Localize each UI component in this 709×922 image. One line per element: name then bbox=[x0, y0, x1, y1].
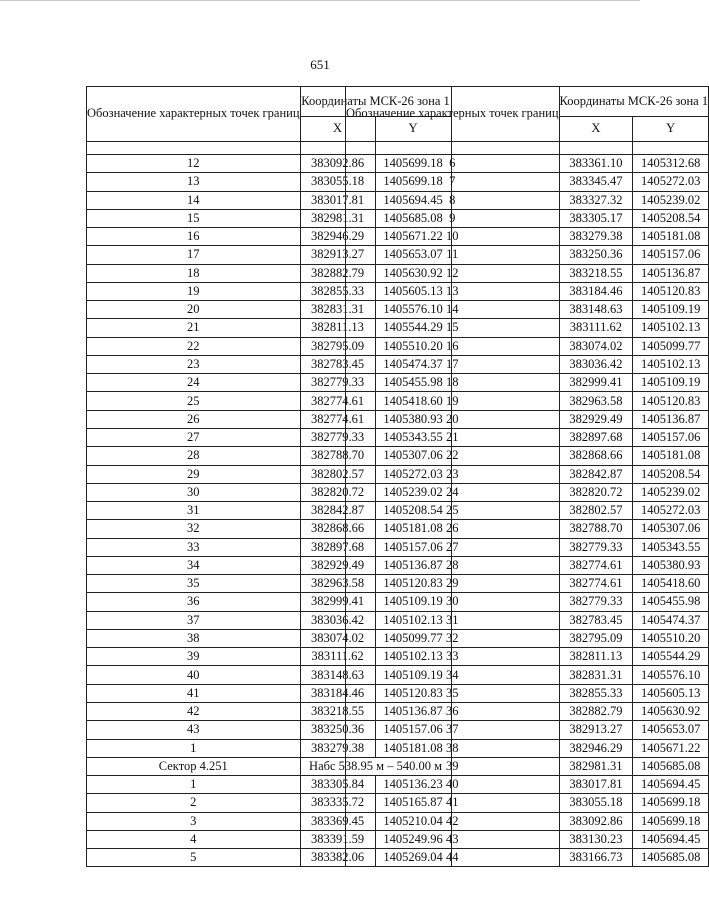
y-coordinate-cell: 1405544.29 bbox=[633, 648, 709, 666]
y-coordinate-cell: 1405653.07 bbox=[633, 721, 709, 739]
y-coordinate-cell: 1405181.08 bbox=[375, 520, 451, 538]
y-coordinate-cell: 1405099.77 bbox=[633, 337, 709, 355]
point-number-cell: 27 bbox=[346, 538, 560, 556]
y-coordinate-cell: 1405630.92 bbox=[633, 702, 709, 720]
x-coordinate-cell: 382802.57 bbox=[300, 465, 375, 483]
point-number-cell: 8 bbox=[346, 191, 560, 209]
point-number-cell: 20 bbox=[87, 301, 301, 319]
header-y: Y bbox=[633, 117, 709, 142]
table-row bbox=[346, 337, 709, 355]
y-coordinate-cell: 1405605.13 bbox=[375, 282, 451, 300]
point-number-cell: 24 bbox=[346, 483, 560, 501]
table-row bbox=[346, 428, 709, 446]
x-coordinate-cell: 383111.62 bbox=[559, 319, 633, 337]
header-x: X bbox=[300, 117, 375, 142]
x-coordinate-cell: 383148.63 bbox=[559, 301, 633, 319]
point-number-cell: 26 bbox=[346, 520, 560, 538]
x-coordinate-cell: 383250.36 bbox=[559, 246, 633, 264]
point-number-cell: 41 bbox=[87, 684, 301, 702]
point-number-cell: 12 bbox=[346, 264, 560, 282]
x-coordinate-cell: 383111.62 bbox=[300, 648, 375, 666]
y-coordinate-cell: 1405102.13 bbox=[633, 319, 709, 337]
table-row bbox=[346, 629, 709, 647]
point-number-cell: 34 bbox=[346, 666, 560, 684]
x-coordinate-cell: 383036.42 bbox=[559, 355, 633, 373]
x-coordinate-cell: 382831.31 bbox=[559, 666, 633, 684]
point-number-cell: 39 bbox=[87, 648, 301, 666]
table-row bbox=[346, 684, 709, 702]
x-coordinate-cell: 383391.59 bbox=[300, 830, 375, 848]
point-number-cell: 21 bbox=[346, 428, 560, 446]
y-coordinate-cell: 1405239.02 bbox=[633, 191, 709, 209]
table-row bbox=[346, 483, 709, 501]
table-row bbox=[346, 155, 709, 173]
table-row bbox=[346, 228, 709, 246]
point-number-cell: 17 bbox=[346, 355, 560, 373]
y-coordinate-cell: 1405269.04 bbox=[375, 849, 451, 867]
x-coordinate-cell: 382779.33 bbox=[559, 593, 633, 611]
y-coordinate-cell: 1405694.45 bbox=[633, 776, 709, 794]
table-row bbox=[346, 502, 709, 520]
scan-top-edge bbox=[0, 0, 640, 1]
y-coordinate-cell: 1405181.08 bbox=[375, 739, 451, 757]
point-number-cell: 38 bbox=[87, 629, 301, 647]
point-number-cell: 33 bbox=[346, 648, 560, 666]
point-number-cell: 43 bbox=[346, 830, 560, 848]
point-number-cell: 28 bbox=[346, 556, 560, 574]
x-coordinate-cell: 383074.02 bbox=[300, 629, 375, 647]
x-coordinate-cell: 383092.86 bbox=[300, 155, 375, 173]
table-row bbox=[346, 593, 709, 611]
x-coordinate-cell: 382868.66 bbox=[300, 520, 375, 538]
y-coordinate-cell: 1405544.29 bbox=[375, 319, 451, 337]
point-number-cell: 3 bbox=[87, 812, 301, 830]
point-number-cell: 41 bbox=[346, 794, 560, 812]
x-coordinate-cell: 382842.87 bbox=[300, 502, 375, 520]
table-row bbox=[346, 611, 709, 629]
y-coordinate-cell: 1405699.18 bbox=[633, 812, 709, 830]
table-row bbox=[346, 319, 709, 337]
x-coordinate-cell: 382855.33 bbox=[300, 282, 375, 300]
header-coordinate-system: Координаты МСК-26 зона 1 bbox=[559, 87, 709, 117]
point-number-cell: 1 bbox=[87, 776, 301, 794]
x-coordinate-cell: 382963.58 bbox=[559, 392, 633, 410]
table-row bbox=[346, 702, 709, 720]
x-coordinate-cell: 383279.38 bbox=[300, 739, 375, 757]
y-coordinate-cell: 1405272.03 bbox=[375, 465, 451, 483]
x-coordinate-cell: 383184.46 bbox=[300, 684, 375, 702]
x-coordinate-cell: 383335.72 bbox=[300, 794, 375, 812]
y-coordinate-cell: 1405418.60 bbox=[633, 575, 709, 593]
header-coordinate-system: Координаты МСК-26 зона 1 bbox=[300, 87, 451, 117]
y-coordinate-cell: 1405136.23 bbox=[375, 776, 451, 794]
point-number-cell: 9 bbox=[346, 209, 560, 227]
y-coordinate-cell: 1405120.83 bbox=[375, 575, 451, 593]
x-coordinate-cell: 382882.79 bbox=[559, 702, 633, 720]
table-row bbox=[346, 447, 709, 465]
point-number-cell: 33 bbox=[87, 538, 301, 556]
table-row bbox=[346, 355, 709, 373]
x-coordinate-cell: 382913.27 bbox=[559, 721, 633, 739]
y-coordinate-cell: 1405380.93 bbox=[375, 410, 451, 428]
point-number-cell: 31 bbox=[87, 502, 301, 520]
table-row bbox=[346, 246, 709, 264]
x-coordinate-cell: 382855.33 bbox=[559, 684, 633, 702]
y-coordinate-cell: 1405699.18 bbox=[633, 794, 709, 812]
x-coordinate-cell: 382802.57 bbox=[559, 502, 633, 520]
point-number-cell: 14 bbox=[346, 301, 560, 319]
point-number-cell: 31 bbox=[346, 611, 560, 629]
table-row bbox=[346, 301, 709, 319]
point-number-cell: 29 bbox=[87, 465, 301, 483]
table-row bbox=[346, 374, 709, 392]
point-number-cell: 6 bbox=[346, 155, 560, 173]
y-coordinate-cell: 1405120.83 bbox=[633, 282, 709, 300]
x-coordinate-cell: 383092.86 bbox=[559, 812, 633, 830]
point-number-cell: 32 bbox=[87, 520, 301, 538]
y-coordinate-cell: 1405157.06 bbox=[633, 246, 709, 264]
table-row bbox=[346, 282, 709, 300]
table-row bbox=[346, 849, 709, 867]
y-coordinate-cell: 1405109.19 bbox=[633, 374, 709, 392]
y-coordinate-cell: 1405272.03 bbox=[633, 502, 709, 520]
x-coordinate-cell: 383055.18 bbox=[300, 173, 375, 191]
y-coordinate-cell: 1405685.08 bbox=[633, 757, 709, 775]
y-coordinate-cell: 1405510.20 bbox=[633, 629, 709, 647]
x-coordinate-cell: 382811.13 bbox=[559, 648, 633, 666]
table-row bbox=[346, 410, 709, 428]
point-number-cell: 35 bbox=[346, 684, 560, 702]
x-coordinate-cell: 382831.31 bbox=[300, 301, 375, 319]
y-coordinate-cell: 1405239.02 bbox=[633, 483, 709, 501]
y-coordinate-cell: 1405272.03 bbox=[633, 173, 709, 191]
y-coordinate-cell: 1405343.55 bbox=[633, 538, 709, 556]
point-number-cell: 10 bbox=[346, 228, 560, 246]
y-coordinate-cell: 1405699.18 bbox=[375, 173, 451, 191]
y-coordinate-cell: 1405343.55 bbox=[375, 428, 451, 446]
point-number-cell: 7 bbox=[346, 173, 560, 191]
point-number-cell: 43 bbox=[87, 721, 301, 739]
y-coordinate-cell: 1405136.87 bbox=[375, 702, 451, 720]
point-number-cell: 19 bbox=[346, 392, 560, 410]
x-coordinate-cell: 382981.31 bbox=[559, 757, 633, 775]
point-number-cell: 28 bbox=[87, 447, 301, 465]
table-row bbox=[346, 465, 709, 483]
x-coordinate-cell: 382774.61 bbox=[559, 575, 633, 593]
x-coordinate-cell: 383361.10 bbox=[559, 155, 633, 173]
x-coordinate-cell: 383382.06 bbox=[300, 849, 375, 867]
header-point-label: Обозначение характерных точек границ bbox=[87, 87, 301, 142]
point-number-cell: 42 bbox=[346, 812, 560, 830]
x-coordinate-cell: 382779.33 bbox=[559, 538, 633, 556]
y-coordinate-cell: 1405699.18 bbox=[375, 155, 451, 173]
y-coordinate-cell: 1405653.07 bbox=[375, 246, 451, 264]
x-coordinate-cell: 382795.09 bbox=[300, 337, 375, 355]
point-number-cell: 2 bbox=[87, 794, 301, 812]
x-coordinate-cell: 383130.23 bbox=[559, 830, 633, 848]
x-coordinate-cell: 382779.33 bbox=[300, 428, 375, 446]
table-row bbox=[346, 264, 709, 282]
table-body-right bbox=[346, 155, 709, 867]
y-coordinate-cell: 1405120.83 bbox=[633, 392, 709, 410]
x-coordinate-cell: 383184.46 bbox=[559, 282, 633, 300]
y-coordinate-cell: 1405694.45 bbox=[633, 830, 709, 848]
y-coordinate-cell: 1405157.06 bbox=[633, 428, 709, 446]
x-coordinate-cell: 383279.38 bbox=[559, 228, 633, 246]
point-number-cell: 30 bbox=[87, 483, 301, 501]
point-number-cell: 23 bbox=[87, 355, 301, 373]
point-number-cell: 25 bbox=[87, 392, 301, 410]
y-coordinate-cell: 1405157.06 bbox=[375, 721, 451, 739]
x-coordinate-cell: 382929.49 bbox=[300, 556, 375, 574]
point-number-cell: 35 bbox=[87, 575, 301, 593]
table-row bbox=[346, 776, 709, 794]
point-number-cell: 15 bbox=[346, 319, 560, 337]
x-coordinate-cell: 383305.17 bbox=[559, 209, 633, 227]
header-y: Y bbox=[375, 117, 451, 142]
header-point-label: Обозначение характерных точек границ bbox=[346, 87, 560, 142]
y-coordinate-cell: 1405181.08 bbox=[633, 228, 709, 246]
point-number-cell: 19 bbox=[87, 282, 301, 300]
y-coordinate-cell: 1405474.37 bbox=[633, 611, 709, 629]
y-coordinate-cell: 1405208.54 bbox=[375, 502, 451, 520]
y-coordinate-cell: 1405249.96 bbox=[375, 830, 451, 848]
x-coordinate-cell: 382946.29 bbox=[559, 739, 633, 757]
y-coordinate-cell: 1405208.54 bbox=[633, 465, 709, 483]
x-coordinate-cell: 382820.72 bbox=[559, 483, 633, 501]
point-number-cell: 18 bbox=[346, 374, 560, 392]
table-row bbox=[346, 209, 709, 227]
x-coordinate-cell: 383345.47 bbox=[559, 173, 633, 191]
point-number-cell: 17 bbox=[87, 246, 301, 264]
y-coordinate-cell: 1405630.92 bbox=[375, 264, 451, 282]
point-number-cell: 4 bbox=[87, 830, 301, 848]
table-row bbox=[346, 812, 709, 830]
y-coordinate-cell: 1405210.04 bbox=[375, 812, 451, 830]
point-number-cell: 11 bbox=[346, 246, 560, 264]
point-number-cell: 38 bbox=[346, 739, 560, 757]
x-coordinate-cell: 382897.68 bbox=[300, 538, 375, 556]
table-row bbox=[346, 721, 709, 739]
page-number: 651 bbox=[310, 57, 330, 72]
x-coordinate-cell: 382929.49 bbox=[559, 410, 633, 428]
point-number-cell: 37 bbox=[346, 721, 560, 739]
table-row bbox=[346, 830, 709, 848]
x-coordinate-cell: 382783.45 bbox=[559, 611, 633, 629]
x-coordinate-cell: 382842.87 bbox=[559, 465, 633, 483]
point-number-cell: 40 bbox=[87, 666, 301, 684]
y-coordinate-cell: 1405510.20 bbox=[375, 337, 451, 355]
point-number-cell: 21 bbox=[87, 319, 301, 337]
header-x: X bbox=[559, 117, 633, 142]
y-coordinate-cell: 1405474.37 bbox=[375, 355, 451, 373]
table-row bbox=[346, 173, 709, 191]
y-coordinate-cell: 1405109.19 bbox=[375, 666, 451, 684]
table-row bbox=[346, 575, 709, 593]
x-coordinate-cell: 382981.31 bbox=[300, 209, 375, 227]
y-coordinate-cell: 1405157.06 bbox=[375, 538, 451, 556]
y-coordinate-cell: 1405576.10 bbox=[375, 301, 451, 319]
x-coordinate-cell: 382788.70 bbox=[300, 447, 375, 465]
y-coordinate-cell: 1405312.68 bbox=[633, 155, 709, 173]
x-coordinate-cell: 382913.27 bbox=[300, 246, 375, 264]
x-coordinate-cell: 383148.63 bbox=[300, 666, 375, 684]
point-number-cell: 22 bbox=[346, 447, 560, 465]
point-number-cell: 5 bbox=[87, 849, 301, 867]
point-number-cell: 32 bbox=[346, 629, 560, 647]
x-coordinate-cell: 382999.41 bbox=[559, 374, 633, 392]
x-coordinate-cell: 383305.84 bbox=[300, 776, 375, 794]
x-coordinate-cell: 383074.02 bbox=[559, 337, 633, 355]
table-row bbox=[346, 794, 709, 812]
point-number-cell: 15 bbox=[87, 209, 301, 227]
point-number-cell: 30 bbox=[346, 593, 560, 611]
x-coordinate-cell: 383218.55 bbox=[300, 702, 375, 720]
table-row bbox=[346, 556, 709, 574]
y-coordinate-cell: 1405239.02 bbox=[375, 483, 451, 501]
coordinates-table-right bbox=[345, 86, 709, 867]
point-number-cell: 13 bbox=[346, 282, 560, 300]
y-coordinate-cell: 1405109.19 bbox=[633, 301, 709, 319]
point-number-cell: 44 bbox=[346, 849, 560, 867]
point-number-cell: 37 bbox=[87, 611, 301, 629]
x-coordinate-cell: 382779.33 bbox=[300, 374, 375, 392]
x-coordinate-cell: 382774.61 bbox=[300, 410, 375, 428]
x-coordinate-cell: 383055.18 bbox=[559, 794, 633, 812]
x-coordinate-cell: 383166.73 bbox=[559, 849, 633, 867]
x-coordinate-cell: 382783.45 bbox=[300, 355, 375, 373]
x-coordinate-cell: 383250.36 bbox=[300, 721, 375, 739]
x-coordinate-cell: 382999.41 bbox=[300, 593, 375, 611]
point-number-cell: 39 bbox=[346, 757, 560, 775]
point-number-cell: 23 bbox=[346, 465, 560, 483]
x-coordinate-cell: 382788.70 bbox=[559, 520, 633, 538]
y-coordinate-cell: 1405102.13 bbox=[633, 355, 709, 373]
point-number-cell: 24 bbox=[87, 374, 301, 392]
point-number-cell: Сектор 4.251 bbox=[87, 757, 301, 775]
table-row bbox=[346, 191, 709, 209]
x-coordinate-cell: 383369.45 bbox=[300, 812, 375, 830]
point-number-cell: 26 bbox=[87, 410, 301, 428]
y-coordinate-cell: 1405136.87 bbox=[633, 264, 709, 282]
y-coordinate-cell: 1405671.22 bbox=[375, 228, 451, 246]
table-row bbox=[346, 739, 709, 757]
table-row bbox=[346, 648, 709, 666]
x-coordinate-cell: 382882.79 bbox=[300, 264, 375, 282]
point-number-cell: 25 bbox=[346, 502, 560, 520]
y-coordinate-cell: 1405685.08 bbox=[633, 849, 709, 867]
x-coordinate-cell: 382963.58 bbox=[300, 575, 375, 593]
y-coordinate-cell: 1405165.87 bbox=[375, 794, 451, 812]
point-number-cell: 13 bbox=[87, 173, 301, 191]
y-coordinate-cell: 1405605.13 bbox=[633, 684, 709, 702]
table-row bbox=[346, 757, 709, 775]
x-coordinate-cell: 382897.68 bbox=[559, 428, 633, 446]
y-coordinate-cell: 1405685.08 bbox=[375, 209, 451, 227]
table-row bbox=[346, 666, 709, 684]
x-coordinate-cell: 382868.66 bbox=[559, 447, 633, 465]
y-coordinate-cell: 1405380.93 bbox=[633, 556, 709, 574]
x-coordinate-cell: 382774.61 bbox=[300, 392, 375, 410]
point-number-cell: 20 bbox=[346, 410, 560, 428]
y-coordinate-cell: 1405307.06 bbox=[375, 447, 451, 465]
y-coordinate-cell: 1405418.60 bbox=[375, 392, 451, 410]
y-coordinate-cell: 1405181.08 bbox=[633, 447, 709, 465]
point-number-cell: 16 bbox=[87, 228, 301, 246]
sector-height-cell: Набс 538.95 м – 540.00 м bbox=[300, 757, 451, 775]
x-coordinate-cell: 382811.13 bbox=[300, 319, 375, 337]
point-number-cell: 29 bbox=[346, 575, 560, 593]
y-coordinate-cell: 1405109.19 bbox=[375, 593, 451, 611]
x-coordinate-cell: 383327.32 bbox=[559, 191, 633, 209]
y-coordinate-cell: 1405136.87 bbox=[375, 556, 451, 574]
point-number-cell: 42 bbox=[87, 702, 301, 720]
point-number-cell: 14 bbox=[87, 191, 301, 209]
table-row bbox=[346, 538, 709, 556]
point-number-cell: 18 bbox=[87, 264, 301, 282]
x-coordinate-cell: 383218.55 bbox=[559, 264, 633, 282]
table-row bbox=[346, 392, 709, 410]
point-number-cell: 34 bbox=[87, 556, 301, 574]
point-number-cell: 27 bbox=[87, 428, 301, 446]
x-coordinate-cell: 383017.81 bbox=[559, 776, 633, 794]
y-coordinate-cell: 1405576.10 bbox=[633, 666, 709, 684]
x-coordinate-cell: 382820.72 bbox=[300, 483, 375, 501]
point-number-cell: 36 bbox=[346, 702, 560, 720]
y-coordinate-cell: 1405208.54 bbox=[633, 209, 709, 227]
y-coordinate-cell: 1405671.22 bbox=[633, 739, 709, 757]
point-number-cell: 12 bbox=[87, 155, 301, 173]
y-coordinate-cell: 1405455.98 bbox=[633, 593, 709, 611]
y-coordinate-cell: 1405694.45 bbox=[375, 191, 451, 209]
point-number-cell: 36 bbox=[87, 593, 301, 611]
y-coordinate-cell: 1405099.77 bbox=[375, 629, 451, 647]
y-coordinate-cell: 1405102.13 bbox=[375, 611, 451, 629]
point-number-cell: 22 bbox=[87, 337, 301, 355]
x-coordinate-cell: 382774.61 bbox=[559, 556, 633, 574]
y-coordinate-cell: 1405136.87 bbox=[633, 410, 709, 428]
y-coordinate-cell: 1405455.98 bbox=[375, 374, 451, 392]
y-coordinate-cell: 1405120.83 bbox=[375, 684, 451, 702]
point-number-cell: 16 bbox=[346, 337, 560, 355]
point-number-cell: 40 bbox=[346, 776, 560, 794]
table-row bbox=[346, 520, 709, 538]
x-coordinate-cell: 383017.81 bbox=[300, 191, 375, 209]
y-coordinate-cell: 1405307.06 bbox=[633, 520, 709, 538]
x-coordinate-cell: 383036.42 bbox=[300, 611, 375, 629]
y-coordinate-cell: 1405102.13 bbox=[375, 648, 451, 666]
x-coordinate-cell: 382946.29 bbox=[300, 228, 375, 246]
x-coordinate-cell: 382795.09 bbox=[559, 629, 633, 647]
point-number-cell: 1 bbox=[87, 739, 301, 757]
